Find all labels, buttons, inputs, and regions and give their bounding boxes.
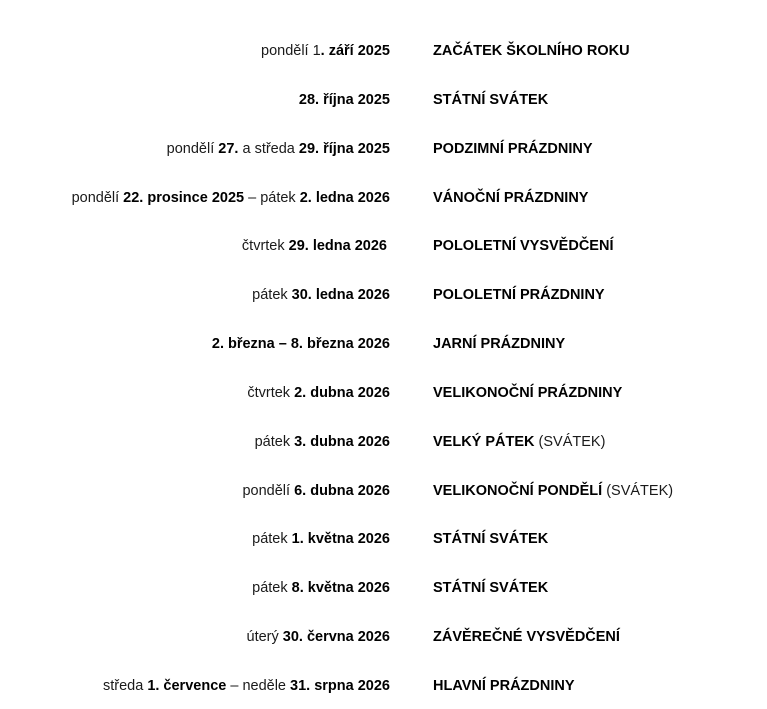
row-date: čtvrtek 29. ledna 2026 (241, 238, 387, 254)
row-event: JARNÍ PRÁZDNINY (433, 336, 566, 352)
schedule-row (0, 41, 767, 61)
schedule-row (0, 139, 767, 159)
row-date: pátek 30. ledna 2026 (252, 287, 390, 303)
row-event: STÁTNÍ SVÁTEK (433, 580, 549, 596)
schedule-row (0, 529, 767, 549)
row-date: pondělí 6. dubna 2026 (242, 483, 390, 499)
row-date: úterý 30. června 2026 (246, 629, 390, 645)
schedule-row (0, 334, 767, 354)
row-event: VELIKONOČNÍ PONDĚLÍ (SVÁTEK) (433, 483, 674, 499)
row-event: VÁNOČNÍ PRÁZDNINY (433, 190, 589, 206)
row-date: pondělí 1. září 2025 (261, 43, 390, 59)
schedule-row (0, 188, 767, 208)
row-event: POLOLETNÍ VYSVĚDČENÍ (433, 238, 614, 254)
row-date: pátek 1. května 2026 (252, 531, 390, 547)
row-date: čtvrtek 2. dubna 2026 (247, 385, 390, 401)
schedule-row (0, 578, 767, 598)
row-event: POLOLETNÍ PRÁZDNINY (433, 287, 605, 303)
row-date: pátek 3. dubna 2026 (254, 434, 390, 450)
row-date: pondělí 22. prosince 2025 – pátek 2. ledna 2026 (71, 190, 390, 206)
schedule-row (0, 432, 767, 452)
schedule-row (0, 90, 767, 110)
row-event: ZAČÁTEK ŠKOLNÍHO ROKU (433, 43, 630, 59)
row-event: PODZIMNÍ PRÁZDNINY (433, 141, 593, 157)
row-date: 2. března – 8. března 2026 (211, 336, 390, 352)
schedule-row (0, 676, 767, 696)
schedule-row (0, 236, 767, 256)
row-date: středa 1. července – neděle 31. srpna 2026 (102, 678, 390, 694)
schedule-row (0, 627, 767, 647)
row-event: STÁTNÍ SVÁTEK (433, 92, 549, 108)
row-event: HLAVNÍ PRÁZDNINY (433, 678, 575, 694)
schedule-row (0, 383, 767, 403)
row-date: pátek 8. května 2026 (252, 580, 390, 596)
schedule-row (0, 481, 767, 501)
row-event: VELKÝ PÁTEK (SVÁTEK) (433, 434, 606, 450)
row-date: 28. října 2025 (298, 92, 390, 108)
row-event: STÁTNÍ SVÁTEK (433, 531, 549, 547)
row-date: pondělí 27. a středa 29. října 2025 (166, 141, 390, 157)
schedule-row (0, 285, 767, 305)
row-event: VELIKONOČNÍ PRÁZDNINY (433, 385, 623, 401)
row-event: ZÁVĚREČNÉ VYSVĚDČENÍ (433, 629, 620, 645)
